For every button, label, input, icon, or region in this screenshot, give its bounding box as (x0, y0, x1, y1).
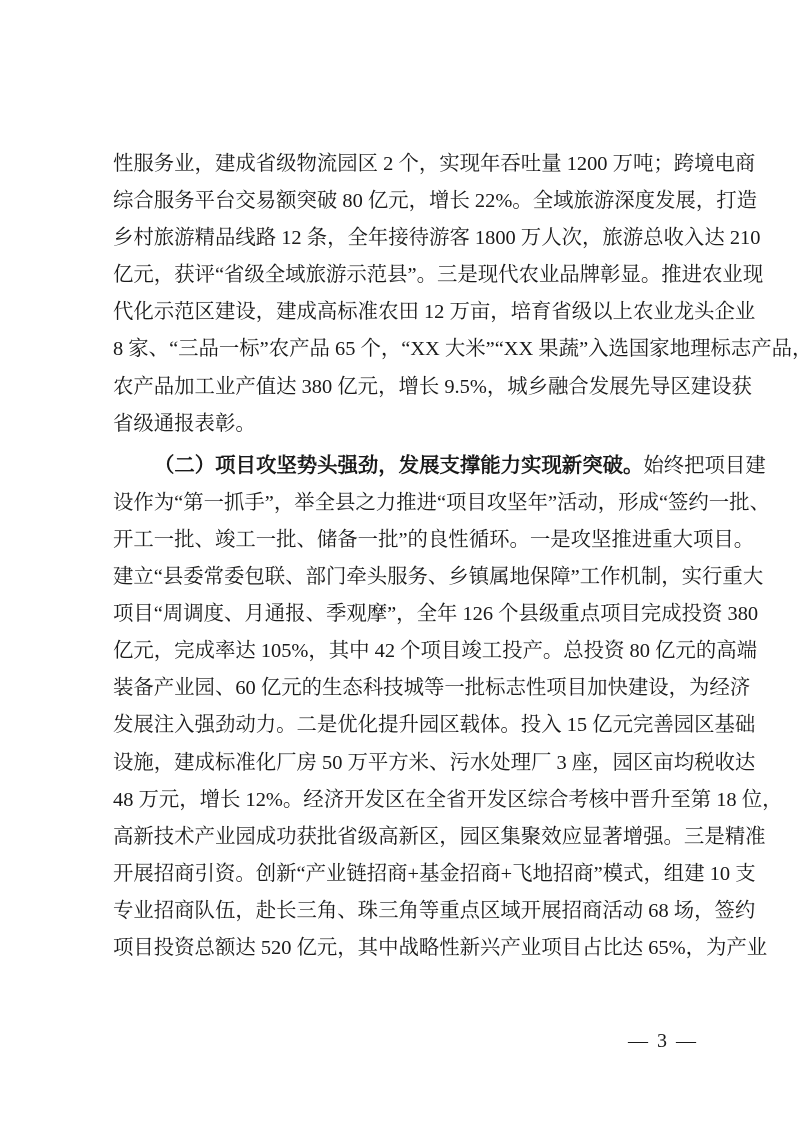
paragraph-line: 开工一批、竣工一批、储备一批”的良性循环。一是攻坚推进重大项目。 (113, 528, 755, 551)
paragraph-line: 乡村旅游精品线路 12 条，全年接待游客 1800 万人次，旅游总收入达 210 (113, 227, 761, 250)
paragraph-line: 省级通报表彰。 (113, 412, 256, 435)
section-heading: （二）项目攻坚势头强劲，发展支撑能力实现新突破。 (154, 454, 644, 477)
paragraph-line: 项目投资总额达 520 亿元，其中战略性新兴产业项目占比达 65%，为产业 (113, 936, 768, 959)
paragraph-line: 建立“县委常委包联、部门牵头服务、乡镇属地保障”工作机制，实行重大 (113, 566, 764, 589)
document-body (113, 146, 812, 967)
paragraph-line (113, 448, 766, 485)
paragraph-line: 代化示范区建设，建成高标准农田 12 万亩，培育省级以上农业龙头企业 (113, 301, 756, 324)
paragraph-line: 设施，建成标准化厂房 50 万平方米、污水处理厂 3 座，园区亩均税收达 (113, 751, 756, 774)
paragraph-line: 综合服务平台交易额突破 80 亿元，增长 22%。全域旅游深度发展，打造 (113, 190, 757, 213)
paragraph-2 (113, 448, 783, 967)
paragraph-line: 亿元，完成率达 105%，其中 42 个项目竣工投产。总投资 80 亿元的高端 (113, 640, 757, 663)
paragraph-line: 亿元，获评“省级全域旅游示范县”。三是现代农业品牌彰显。推进农业现 (113, 264, 764, 287)
paragraph-line: 高新技术产业园成功获批省级高新区，园区集聚效应显著增强。三是精准 (113, 825, 766, 848)
paragraph-1 (113, 146, 812, 443)
paragraph-line: 项目“周调度、月通报、季观摩”，全年 126 个县级重点项目完成投资 380 (113, 603, 759, 626)
paragraph-line: 发展注入强劲动力。二是优化提升园区载体。投入 15 亿元完善园区基础 (113, 714, 756, 737)
paragraph-line: 48 万元，增长 12%。经济开发区在全省开发区综合考核中晋升至第 18 位， (113, 788, 783, 811)
paragraph-line: 装备产业园、60 亿元的生态科技城等一批标志性项目加快建设，为经济 (113, 677, 751, 700)
paragraph-text: 始终把项目建 (643, 454, 766, 477)
paragraph-line: 设作为“第一抓手”，举全县之力推进“项目攻坚年”活动，形成“签约一批、 (113, 491, 770, 514)
paragraph-line: 专业招商队伍，赴长三角、珠三角等重点区域开展招商活动 68 场，签约 (113, 899, 756, 922)
paragraph-line: 性服务业，建成省级物流园区 2 个，实现年吞吐量 1200 万吨；跨境电商 (113, 153, 756, 175)
paragraph-line: 开展招商引资。创新“产业链招商+基金招商+飞地招商”模式，组建 10 支 (113, 862, 756, 885)
page-number: — 3 — (628, 1030, 698, 1052)
paragraph-line: 8 家、“三品一标”农产品 65 个，“XX 大米”“XX 果蔬”入选国家地理标志产品， (113, 338, 812, 361)
paragraph-line: 农产品加工业产值达 380 亿元，增长 9.5%，城乡融合发展先导区建设获 (113, 375, 752, 398)
